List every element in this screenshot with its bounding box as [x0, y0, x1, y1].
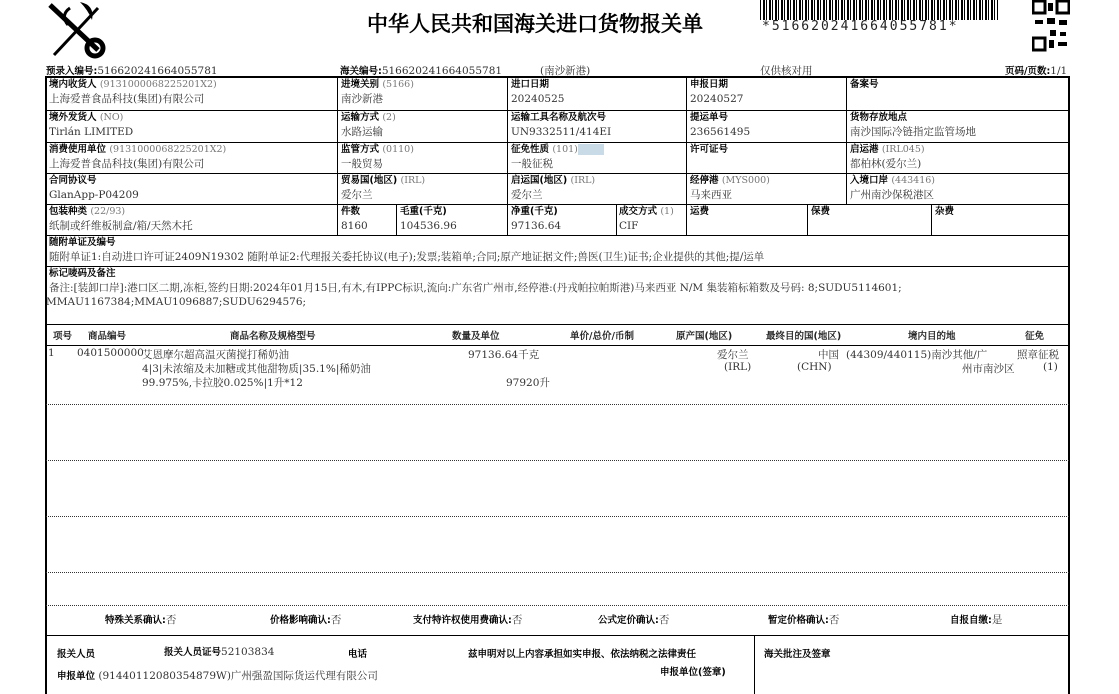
document-title: 中华人民共和国海关进口货物报关单	[367, 12, 703, 36]
field-consignee: 境内收货人 (9131000068225201X2) 上海爱普食品科技(集团)有限公司	[49, 79, 217, 105]
field-bill-no: 提运单号 236561495	[690, 112, 751, 138]
item-qty2: 97920升	[506, 377, 550, 389]
item-hs-code: 0401500000	[77, 347, 144, 359]
field-entry-port: 入境口岸 (443416) 广州南沙保税港区	[850, 175, 936, 201]
confirm-special-relation: 特殊关系确认:否	[105, 614, 177, 626]
field-attached-docs: 随附单证及编号 随附单证1:自动进口许可证2409N19302 随附单证2:代理报关委托协议(电子);发票;装箱单;合同;原产地证据文件;兽医(卫生)证书;企业提供的其他;提/运单	[49, 237, 765, 263]
col-header-dest-country: 最终目的国(地区)	[766, 331, 842, 342]
col-header-domestic-dest: 境内目的地	[908, 331, 956, 342]
confirm-provisional-price: 暂定价格确认:否	[768, 614, 840, 626]
col-header-origin: 原产国(地区)	[676, 331, 733, 342]
barcode	[760, 0, 998, 20]
customs-emblem-logo	[40, 0, 110, 60]
customs-number: 海关编号:516620241664055781	[340, 65, 503, 77]
field-transit-port: 经停港 (MYS000) 马来西亚	[690, 175, 770, 201]
col-header-price: 单价/总价/币制	[570, 331, 634, 342]
declare-unit: 申报单位 (91440112080354879W)广州强盈国际货运代理有限公司	[57, 670, 378, 682]
item-levy: 照章征税	[1017, 349, 1059, 361]
field-pieces: 件数 8160	[341, 206, 368, 232]
field-consignor: 境外发货人 (NO) Tirlán LIMITED	[49, 112, 134, 138]
item-domestic-dest2: 州市南沙区	[962, 363, 1015, 375]
field-storage-place: 货物存放地点 南沙国际冷链指定监管场地	[850, 112, 976, 138]
field-insurance: 保费	[811, 206, 831, 217]
item-origin-code: (IRL)	[724, 361, 752, 373]
item-origin: 爱尔兰	[717, 349, 749, 361]
field-departure-country: 启运国(地区) (IRL) 爱尔兰	[511, 175, 596, 201]
declarant-id: 报关人员证号52103834	[164, 646, 275, 658]
field-departure-port: 启运港 (IRL045) 都柏林(爱尔兰)	[850, 144, 925, 170]
declare-unit-seal: 申报单位(签章)	[660, 667, 726, 678]
confirm-price-influence: 价格影响确认:否	[270, 614, 342, 626]
marks-remarks-line2: MMAU1167384;MMAU1096887;SUDU6294576;	[46, 296, 307, 308]
col-header-name: 商品名称及规格型号	[230, 331, 316, 342]
field-record-no: 备案号	[850, 79, 879, 90]
legal-statement: 兹申明对以上内容承担如实申报、依法纳税之法律责任	[468, 649, 697, 660]
phone-label: 电话	[348, 649, 368, 660]
confirm-self-declare: 自报自缴:是	[950, 614, 1003, 626]
col-header-hs-code: 商品编号	[88, 331, 127, 342]
field-vessel: 运输工具名称及航次号 UN9332511/414EI	[511, 112, 612, 138]
field-package-type: 包装种类 (22/93) 纸制或纤维板制盒/箱/天然木托	[49, 206, 193, 232]
col-header-levy: 征免	[1025, 331, 1045, 342]
pre-entry-number: 预录入编号:516620241664055781	[46, 65, 218, 77]
item-dest-country: 中国	[818, 349, 839, 361]
field-marks-remarks: 标记唛码及备注 备注:[装卸口岸]:港口区二期,冻柜,签约日期:2024年01月15日,有木,有IPPC标识,流向:广东省广州市,经停港:(丹戎帕拉帕斯港)马来西亚 N/M 集装箱标箱数及号码: 8;SUDU5114601;	[49, 268, 902, 294]
col-header-qty: 数量及单位	[452, 331, 500, 342]
item-name-line2: 4|3|未浓缩及未加糖或其他甜物质|35.1%|稀奶油	[142, 363, 371, 375]
field-transaction-mode: 成交方式 (1) CIF	[619, 206, 674, 232]
field-supervision: 监管方式 (0110) 一般贸易	[341, 144, 414, 170]
field-import-date: 进口日期 20240525	[511, 79, 565, 105]
field-net-weight: 净重(千克) 97136.64	[511, 206, 562, 232]
verify-note: 仅供核对用	[760, 65, 813, 77]
item-domestic-dest1: (44309/440115)南沙其他/广	[846, 349, 988, 361]
item-qty1: 97136.64千克	[468, 349, 540, 361]
field-transport-mode: 运输方式 (2) 水路运输	[341, 112, 396, 138]
item-no: 1	[48, 347, 55, 359]
col-header-item-no: 项号	[53, 331, 73, 342]
port-note: (南沙新港)	[540, 65, 591, 77]
barcode-text: *516620241664055781*	[762, 19, 959, 34]
item-levy-code: (1)	[1043, 361, 1058, 373]
field-levy-nature: 征免性质 (101) 一般征税	[511, 143, 604, 172]
field-declare-date: 申报日期 20240527	[690, 79, 744, 105]
field-misc: 杂费	[935, 206, 955, 217]
field-contract-no: 合同协议号 GlanApp-P04209	[49, 175, 139, 201]
field-trade-country: 贸易国(地区) (IRL) 爱尔兰	[341, 175, 426, 201]
qr-code	[1032, 0, 1070, 52]
page-indicator: 页码/页数:1/1	[1005, 65, 1068, 77]
field-license-no: 许可证号	[690, 144, 729, 155]
customs-note-label: 海关批注及签章	[764, 649, 831, 660]
field-entry-customs: 进境关别 (5166) 南沙新港	[341, 79, 414, 105]
field-gross-weight: 毛重(千克) 104536.96	[400, 206, 457, 232]
field-freight: 运费	[690, 206, 710, 217]
item-name-line1: 艾恩摩尔超高温灭菌搅打稀奶油	[142, 349, 289, 361]
declarant-label: 报关人员	[57, 649, 96, 660]
item-dest-country-code: (CHN)	[797, 361, 832, 373]
field-consumer-unit: 消费使用单位 (9131000068225201X2) 上海爱普食品科技(集团)有限公司	[49, 144, 227, 170]
confirm-formula-pricing: 公式定价确认:否	[598, 614, 670, 626]
confirm-royalty: 支付特许权使用费确认:否	[413, 614, 523, 626]
item-name-line3: 99.975%,卡拉胶0.025%|1升*12	[142, 377, 303, 389]
